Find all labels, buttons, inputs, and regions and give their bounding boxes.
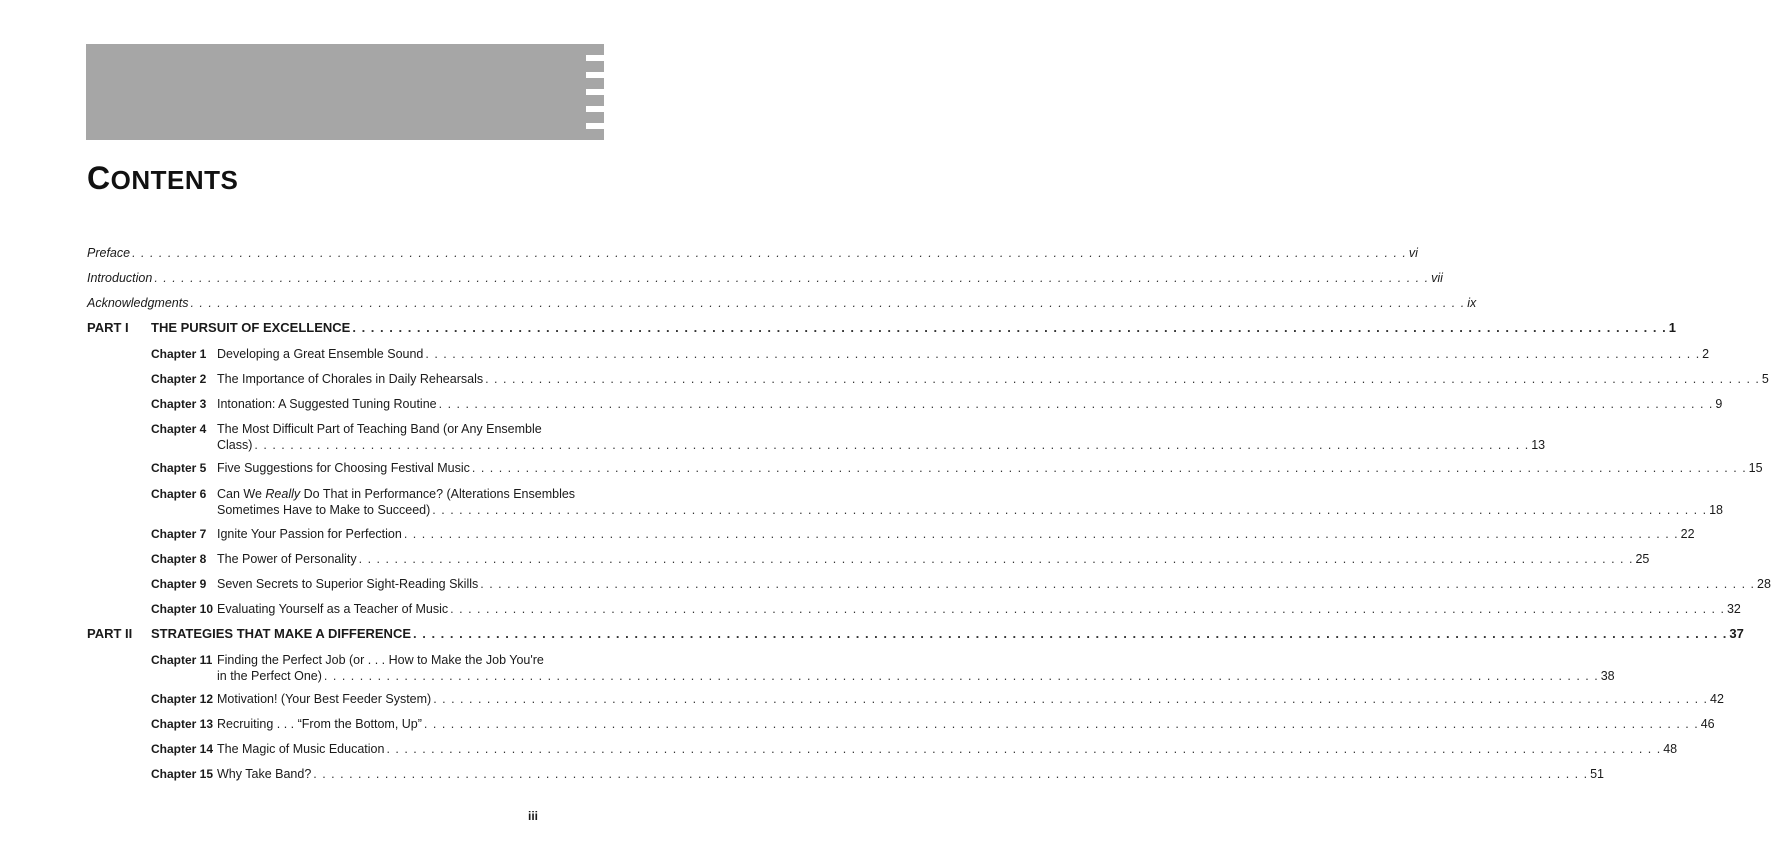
- toc-chapter-2[interactable]: [151, 372, 1769, 386]
- toc-entry-acknowledgments[interactable]: [87, 296, 1477, 310]
- toc-part-1[interactable]: [87, 320, 1676, 335]
- chapter-title-part: Can We: [217, 487, 266, 501]
- entry-page: ix: [1467, 296, 1477, 310]
- leader-dots: [439, 397, 1714, 411]
- toc-chapter-3[interactable]: [151, 397, 1723, 411]
- chapter-title-part: Do That in Performance? (Alterations Ensembles: [300, 487, 576, 501]
- chapter-title: The Magic of Music Education: [217, 742, 385, 756]
- chapter-title-line2: Sometimes Have to Make to Succeed): [217, 503, 431, 517]
- chapter-title-line1: Finding the Perfect Job (or . . . How to Make the Job You're: [217, 653, 544, 667]
- toc-entry-introduction[interactable]: [87, 271, 1443, 285]
- thumb-tab: [586, 129, 604, 140]
- chapter-label: Chapter 14: [151, 742, 214, 756]
- leader-dots: [254, 438, 1529, 452]
- chapter-label: Chapter 7: [151, 527, 207, 541]
- chapter-page: 22: [1680, 527, 1695, 541]
- leader-dots: [386, 742, 1661, 756]
- chapter-title-line2: in the Perfect One): [217, 669, 322, 683]
- toc-chapter-4[interactable]: [151, 422, 1546, 452]
- leader-dots: [450, 602, 1725, 616]
- chapter-label: Chapter 6: [151, 487, 207, 501]
- chapter-page: 9: [1715, 397, 1723, 411]
- chapter-page: 13: [1531, 438, 1546, 452]
- chapter-label: Chapter 12: [151, 692, 214, 706]
- chapter-page: 48: [1663, 742, 1678, 756]
- chapter-title-line2: Class): [217, 438, 253, 452]
- thumb-tab: [586, 61, 604, 72]
- chapter-page: 51: [1590, 767, 1604, 781]
- part-title: STRATEGIES THAT MAKE A DIFFERENCE: [151, 626, 411, 641]
- chapter-title: Ignite Your Passion for Perfection: [217, 527, 402, 541]
- entry-title: Preface: [87, 246, 131, 260]
- chapter-label: Chapter 8: [151, 552, 207, 566]
- leader-dots: [432, 503, 1707, 517]
- leader-dots: [359, 552, 1634, 566]
- leader-dots: [324, 669, 1599, 683]
- toc-chapter-7[interactable]: [151, 527, 1695, 541]
- leader-dots: [154, 271, 1429, 285]
- title-rest: ONTENTS: [110, 165, 239, 195]
- toc-chapter-1[interactable]: [151, 347, 1710, 361]
- thumb-tab: [586, 78, 604, 89]
- chapter-title: Recruiting . . . “From the Bottom, Up”: [217, 717, 422, 731]
- toc-entry-preface[interactable]: [87, 246, 1418, 260]
- page-number: iii: [528, 809, 539, 823]
- chapter-title: Five Suggestions for Choosing Festival Music: [217, 461, 470, 475]
- chapter-page: 28: [1757, 577, 1771, 591]
- chapter-label: Chapter 9: [151, 577, 207, 591]
- chapter-title: Evaluating Yourself as a Teacher of Music: [217, 602, 449, 616]
- leader-dots: [424, 717, 1699, 731]
- leader-dots: [132, 246, 1407, 260]
- page-title: [87, 160, 238, 197]
- chapter-page: 18: [1709, 503, 1723, 517]
- toc-chapter-6[interactable]: [151, 487, 1723, 517]
- chapter-page: 5: [1761, 372, 1769, 386]
- toc-chapter-8[interactable]: [151, 552, 1650, 566]
- thumb-tab: [586, 44, 604, 55]
- leader-dots: [413, 627, 1727, 641]
- chapter-title-line1: The Most Difficult Part of Teaching Band (or Any Ensemble: [217, 422, 542, 436]
- part-page: 37: [1729, 626, 1744, 641]
- chapter-label: Chapter 4: [151, 422, 207, 436]
- chapter-page: 2: [1702, 347, 1710, 361]
- leader-dots: [485, 372, 1760, 386]
- chapter-label: Chapter 3: [151, 397, 207, 411]
- entry-title: Acknowledgments: [87, 296, 189, 310]
- entry-title: Introduction: [87, 271, 153, 285]
- chapter-label: Chapter 10: [151, 602, 214, 616]
- chapter-title: Seven Secrets to Superior Sight-Reading Skills: [217, 577, 479, 591]
- chapter-page: 15: [1748, 461, 1763, 475]
- part-page: 1: [1668, 320, 1676, 335]
- chapter-label: Chapter 13: [151, 717, 214, 731]
- leader-dots: [352, 321, 1666, 335]
- toc-chapter-12[interactable]: [151, 692, 1724, 706]
- chapter-label: Chapter 5: [151, 461, 207, 475]
- chapter-page: 25: [1635, 552, 1650, 566]
- thumb-tabs: [586, 44, 604, 140]
- leader-dots: [480, 577, 1755, 591]
- chapter-title: Intonation: A Suggested Tuning Routine: [217, 397, 437, 411]
- toc-chapter-13[interactable]: [151, 717, 1715, 731]
- toc-chapter-15[interactable]: [151, 767, 1604, 781]
- chapter-title-emphasis: Really: [265, 487, 301, 501]
- chapter-label: Chapter 2: [151, 372, 207, 386]
- part-label: PART I: [87, 320, 129, 335]
- chapter-label: Chapter 1: [151, 347, 207, 361]
- toc-chapter-14[interactable]: [151, 742, 1678, 756]
- chapter-page: 46: [1700, 717, 1715, 731]
- toc-chapter-5[interactable]: [151, 461, 1763, 475]
- toc-chapter-9[interactable]: [151, 577, 1771, 591]
- toc-chapter-10[interactable]: [151, 602, 1741, 616]
- thumb-tab: [586, 95, 604, 106]
- leader-dots: [404, 527, 1679, 541]
- chapter-page: 32: [1726, 602, 1741, 616]
- header-banner: [86, 44, 586, 140]
- entry-page: vii: [1431, 271, 1443, 285]
- leader-dots: [433, 692, 1708, 706]
- chapter-page: 38: [1600, 669, 1615, 683]
- leader-dots: [313, 767, 1588, 781]
- chapter-label: Chapter 15: [151, 767, 214, 781]
- toc-part-2[interactable]: [87, 626, 1744, 641]
- chapter-title: The Power of Personality: [217, 552, 357, 566]
- leader-dots: [472, 461, 1747, 475]
- chapter-title: Developing a Great Ensemble Sound: [217, 347, 424, 361]
- title-initial: C: [87, 160, 111, 196]
- toc-chapter-11[interactable]: [151, 653, 1615, 683]
- entry-page: vi: [1408, 246, 1418, 260]
- chapter-title: Why Take Band?: [217, 767, 312, 781]
- leader-dots: [190, 296, 1465, 310]
- chapter-title: Motivation! (Your Best Feeder System): [217, 692, 432, 706]
- chapter-label: Chapter 11: [151, 653, 213, 667]
- chapter-page: 42: [1710, 692, 1724, 706]
- leader-dots: [425, 347, 1700, 361]
- part-label: PART II: [87, 626, 133, 641]
- thumb-tab: [586, 112, 604, 123]
- chapter-title: The Importance of Chorales in Daily Rehearsals: [217, 372, 484, 386]
- part-title: THE PURSUIT OF EXCELLENCE: [151, 320, 351, 335]
